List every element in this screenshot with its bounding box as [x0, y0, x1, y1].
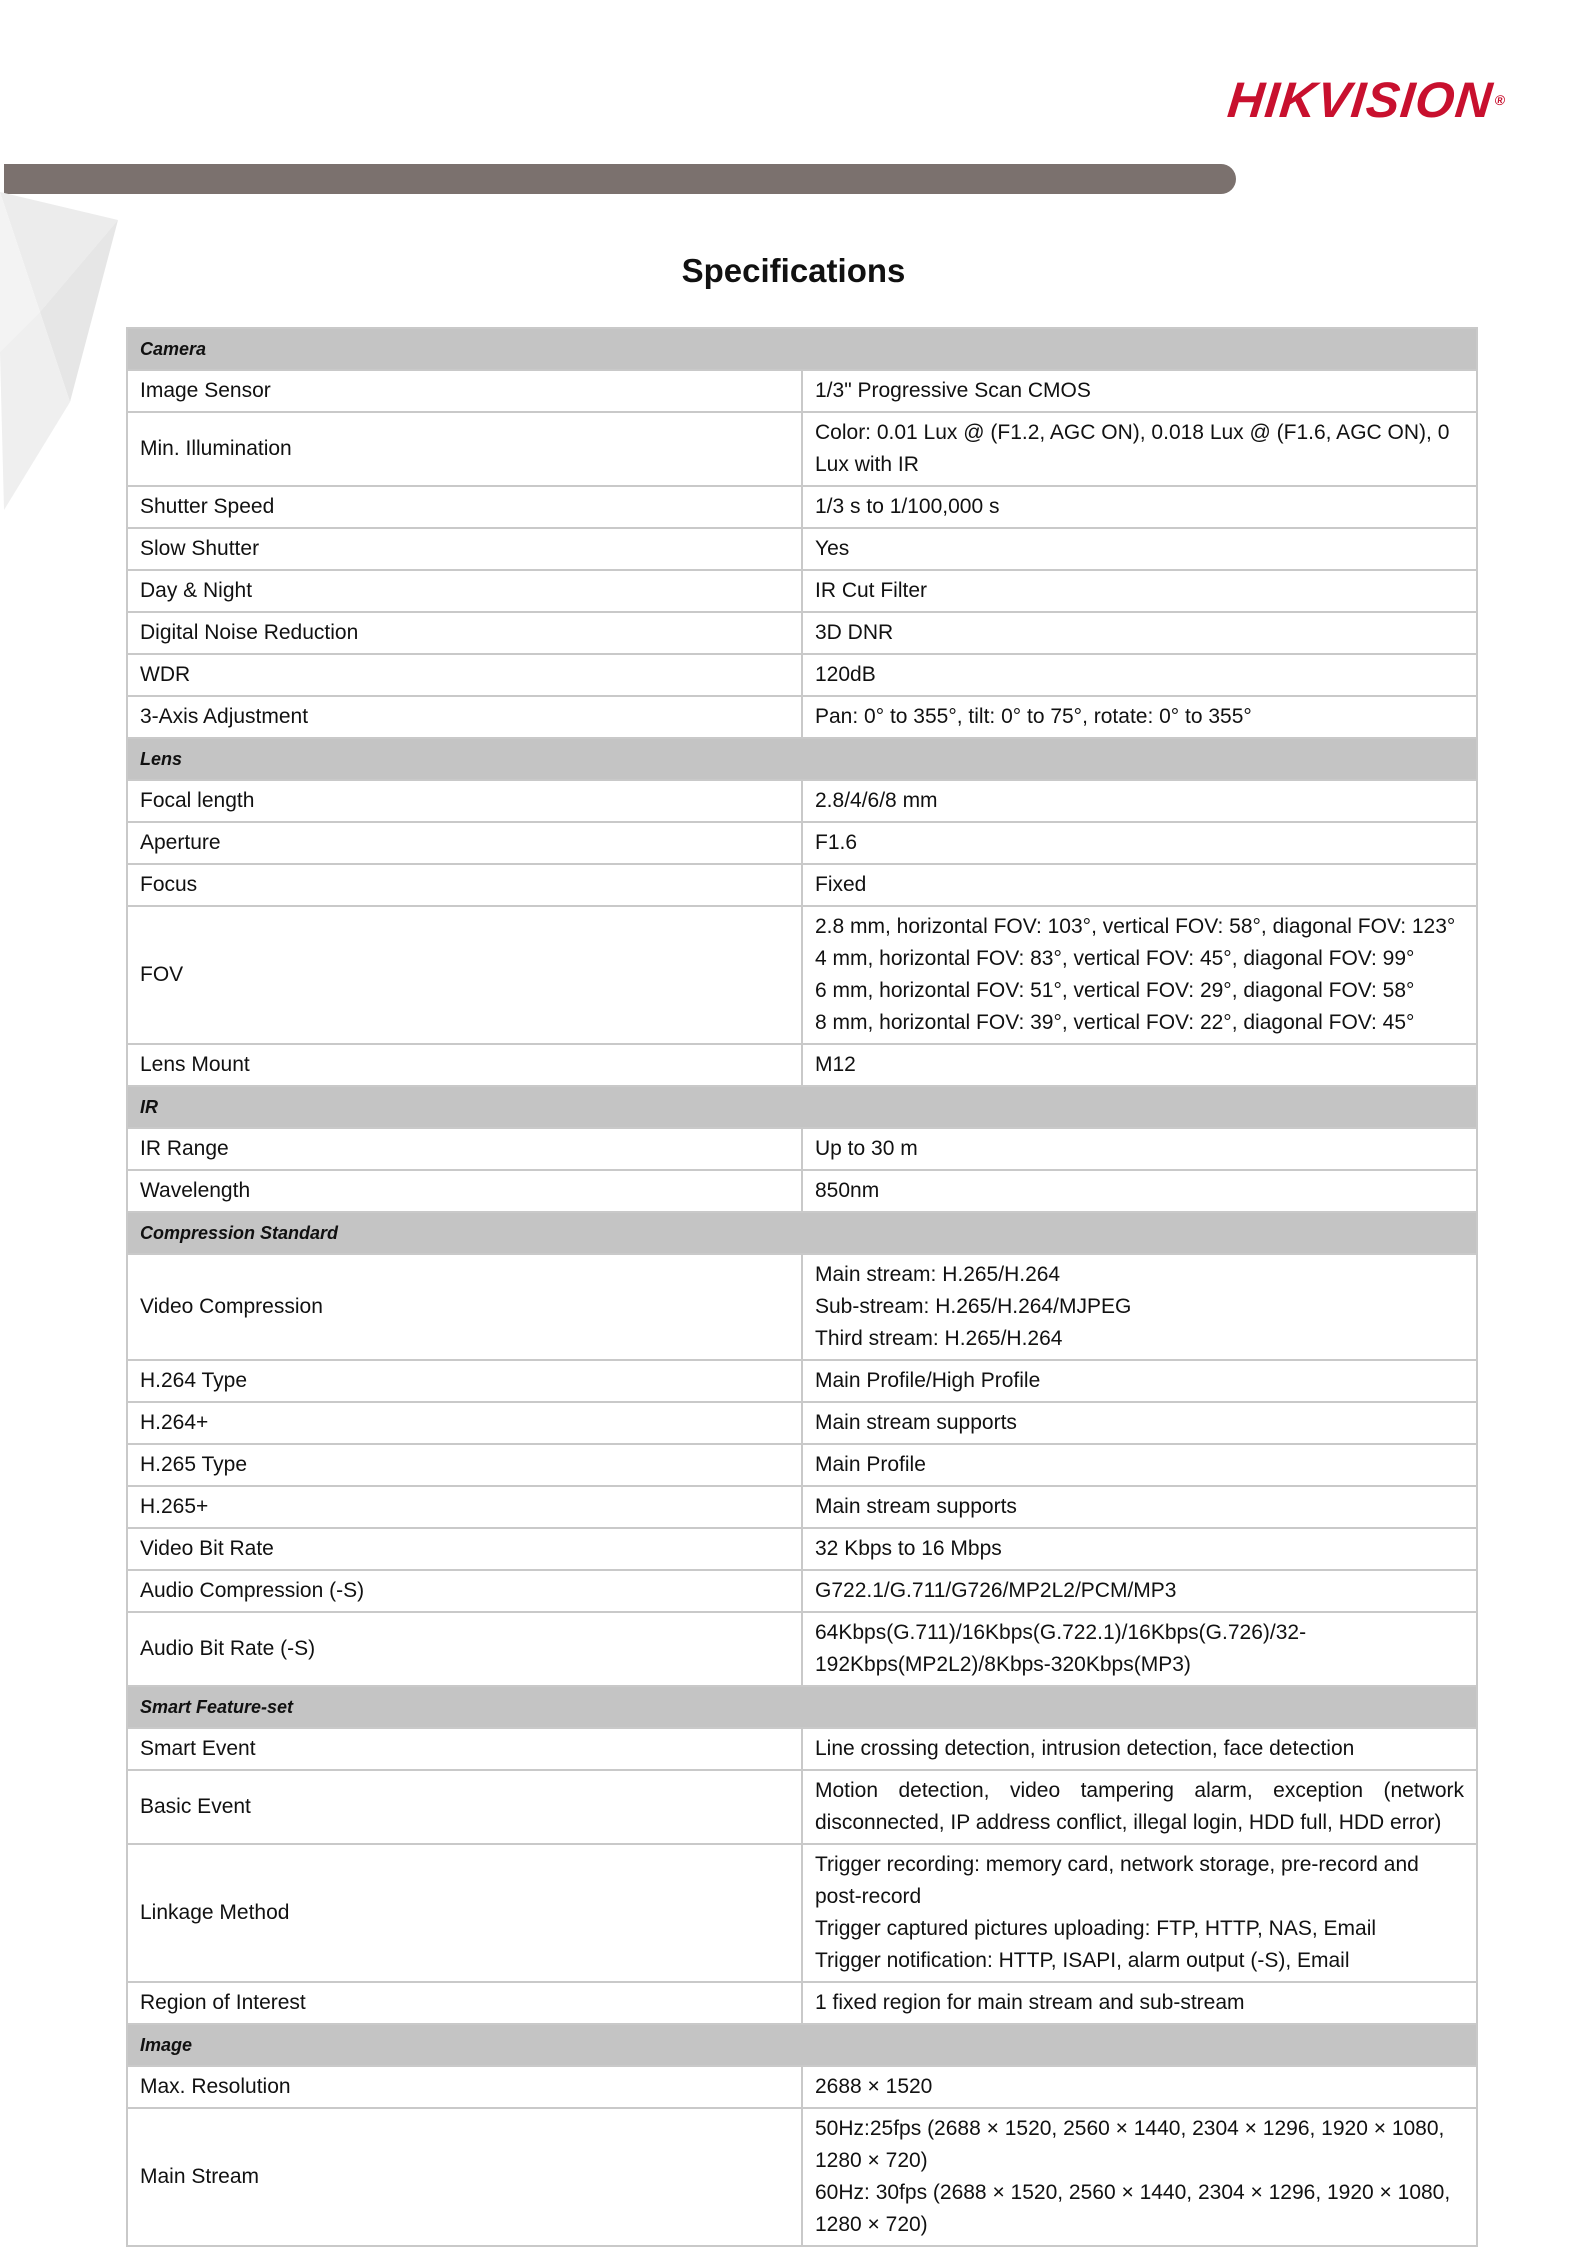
spec-label: Region of Interest	[127, 1982, 802, 2024]
spec-value: IR Cut Filter	[802, 570, 1477, 612]
hikvision-logo	[1225, 74, 1530, 126]
spec-value	[802, 906, 1477, 1044]
spec-value: Pan: 0° to 355°, tilt: 0° to 75°, rotate: 0° to 355°	[802, 696, 1477, 738]
spec-label: Aperture	[127, 822, 802, 864]
spec-row	[127, 696, 1477, 738]
spec-value-line: 4 mm, horizontal FOV: 83°, vertical FOV: 45°, diagonal FOV: 99°	[815, 947, 1415, 970]
spec-value-line: 50Hz:25fps (2688 × 1520, 2560 × 1440, 2304 × 1296, 1920 × 1080, 1280 × 720)	[815, 2117, 1445, 2172]
spec-row	[127, 780, 1477, 822]
spec-value-line: Third stream: H.265/H.264	[815, 1327, 1063, 1350]
spec-value: F1.6	[802, 822, 1477, 864]
spec-value-line: 2.8 mm, horizontal FOV: 103°, vertical FOV: 58°, diagonal FOV: 123°	[815, 915, 1456, 938]
spec-label: Digital Noise Reduction	[127, 612, 802, 654]
logo-text: HIKVISION	[1225, 72, 1496, 128]
spec-value: 1/3" Progressive Scan CMOS	[802, 370, 1477, 412]
spec-label: H.264 Type	[127, 1360, 802, 1402]
spec-value-line: 6 mm, horizontal FOV: 51°, vertical FOV: 29°, diagonal FOV: 58°	[815, 979, 1415, 1002]
section-title: Smart Feature-set	[127, 1686, 1477, 1728]
spec-value: G722.1/G.711/G726/MP2L2/PCM/MP3	[802, 1570, 1477, 1612]
spec-row	[127, 822, 1477, 864]
spec-row	[127, 654, 1477, 696]
spec-value-line: 8 mm, horizontal FOV: 39°, vertical FOV: 22°, diagonal FOV: 45°	[815, 1011, 1415, 1034]
spec-label: Image Sensor	[127, 370, 802, 412]
section-header	[127, 328, 1477, 370]
spec-row	[127, 1360, 1477, 1402]
section-title: Compression Standard	[127, 1212, 1477, 1254]
spec-row	[127, 1044, 1477, 1086]
spec-label: 3-Axis Adjustment	[127, 696, 802, 738]
section-header	[127, 1212, 1477, 1254]
spec-value: M12	[802, 1044, 1477, 1086]
spec-label: FOV	[127, 906, 802, 1044]
spec-value: Color: 0.01 Lux @ (F1.2, AGC ON), 0.018 Lux @ (F1.6, AGC ON), 0 Lux with IR	[802, 412, 1477, 486]
spec-row	[127, 906, 1477, 1044]
spec-label: H.265+	[127, 1486, 802, 1528]
spec-row	[127, 1528, 1477, 1570]
spec-label: Video Bit Rate	[127, 1528, 802, 1570]
spec-value-line: 60Hz: 30fps (2688 × 1520, 2560 × 1440, 2304 × 1296, 1920 × 1080, 1280 × 720)	[815, 2181, 1451, 2236]
spec-value: 2.8/4/6/8 mm	[802, 780, 1477, 822]
spec-label: Smart Event	[127, 1728, 802, 1770]
section-header	[127, 738, 1477, 780]
spec-row	[127, 1612, 1477, 1686]
spec-value: Main stream supports	[802, 1402, 1477, 1444]
decorative-triangles	[0, 192, 130, 522]
spec-label: Focus	[127, 864, 802, 906]
spec-value: 32 Kbps to 16 Mbps	[802, 1528, 1477, 1570]
section-title: IR	[127, 1086, 1477, 1128]
spec-value-line: Trigger recording: memory card, network storage, pre-record and post-record	[815, 1853, 1419, 1908]
spec-label: Max. Resolution	[127, 2066, 802, 2108]
spec-label: Audio Compression (-S)	[127, 1570, 802, 1612]
spec-label: Linkage Method	[127, 1844, 802, 1982]
header-bar	[4, 164, 1236, 194]
section-title: Image	[127, 2024, 1477, 2066]
spec-row	[127, 864, 1477, 906]
spec-row	[127, 1402, 1477, 1444]
spec-value-line: Sub-stream: H.265/H.264/MJPEG	[815, 1295, 1132, 1318]
spec-label: Day & Night	[127, 570, 802, 612]
spec-value: Line crossing detection, intrusion detection, face detection	[802, 1728, 1477, 1770]
spec-value: Fixed	[802, 864, 1477, 906]
spec-value	[802, 1254, 1477, 1360]
spec-row	[127, 2066, 1477, 2108]
page-title: Specifications	[681, 252, 906, 289]
spec-row	[127, 2108, 1477, 2246]
spec-value-line: Main stream: H.265/H.264	[815, 1263, 1061, 1286]
spec-value: 850nm	[802, 1170, 1477, 1212]
section-title: Camera	[127, 328, 1477, 370]
spec-row	[127, 528, 1477, 570]
spec-value: Yes	[802, 528, 1477, 570]
spec-row	[127, 1844, 1477, 1982]
spec-row	[127, 1486, 1477, 1528]
spec-label: Wavelength	[127, 1170, 802, 1212]
spec-value: Up to 30 m	[802, 1128, 1477, 1170]
spec-label: Basic Event	[127, 1770, 802, 1844]
spec-value	[802, 1844, 1477, 1982]
spec-value: 1 fixed region for main stream and sub-stream	[802, 1982, 1477, 2024]
spec-row	[127, 370, 1477, 412]
spec-row	[127, 1170, 1477, 1212]
section-header	[127, 1686, 1477, 1728]
spec-value: Main stream supports	[802, 1486, 1477, 1528]
spec-label: Shutter Speed	[127, 486, 802, 528]
section-title: Lens	[127, 738, 1477, 780]
spec-value: 2688 × 1520	[802, 2066, 1477, 2108]
spec-value	[802, 2108, 1477, 2246]
section-header	[127, 1086, 1477, 1128]
spec-value: 1/3 s to 1/100,000 s	[802, 486, 1477, 528]
spec-table	[126, 327, 1478, 2247]
section-header	[127, 2024, 1477, 2066]
spec-row	[127, 570, 1477, 612]
spec-label: H.264+	[127, 1402, 802, 1444]
spec-label: Focal length	[127, 780, 802, 822]
spec-value: Main Profile/High Profile	[802, 1360, 1477, 1402]
spec-row	[127, 1728, 1477, 1770]
spec-row	[127, 1770, 1477, 1844]
logo-registered-mark: ®	[1493, 92, 1507, 108]
spec-value: 3D DNR	[802, 612, 1477, 654]
spec-row	[127, 1982, 1477, 2024]
spec-label: WDR	[127, 654, 802, 696]
spec-row	[127, 612, 1477, 654]
spec-row	[127, 1254, 1477, 1360]
spec-label: Min. Illumination	[127, 412, 802, 486]
spec-row	[127, 486, 1477, 528]
spec-label: H.265 Type	[127, 1444, 802, 1486]
spec-value: Motion detection, video tampering alarm, exception (network disconnected, IP address conflict, illegal login, HDD full, HDD error)	[802, 1770, 1477, 1844]
spec-label: Main Stream	[127, 2108, 802, 2246]
spec-row	[127, 1444, 1477, 1486]
spec-label: Audio Bit Rate (-S)	[127, 1612, 802, 1686]
spec-label: Lens Mount	[127, 1044, 802, 1086]
spec-value-line: Trigger notification: HTTP, ISAPI, alarm output (-S), Email	[815, 1949, 1350, 1972]
spec-label: Slow Shutter	[127, 528, 802, 570]
spec-row	[127, 1570, 1477, 1612]
spec-value-line: Trigger captured pictures uploading: FTP, HTTP, NAS, Email	[815, 1917, 1377, 1940]
spec-row	[127, 412, 1477, 486]
spec-label: IR Range	[127, 1128, 802, 1170]
spec-value: 120dB	[802, 654, 1477, 696]
spec-value: 64Kbps(G.711)/16Kbps(G.722.1)/16Kbps(G.726)/32-192Kbps(MP2L2)/8Kbps-320Kbps(MP3)	[802, 1612, 1477, 1686]
spec-row	[127, 1128, 1477, 1170]
spec-label: Video Compression	[127, 1254, 802, 1360]
spec-value: Main Profile	[802, 1444, 1477, 1486]
